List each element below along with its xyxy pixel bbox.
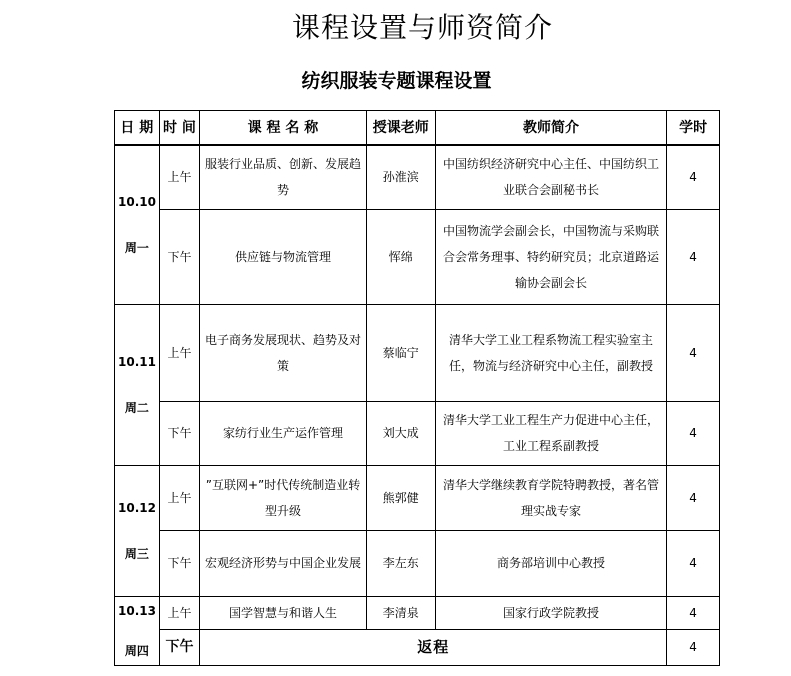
date-cell bbox=[115, 304, 160, 465]
table-row bbox=[115, 596, 720, 629]
teacher-cell: 熊郭健 bbox=[366, 465, 435, 530]
time-cell: 上午 bbox=[159, 596, 200, 629]
course-cell: 电子商务发展现状、趋势及对策 bbox=[200, 304, 366, 401]
hours-cell: 4 bbox=[667, 145, 720, 209]
intro-cell: 商务部培训中心教授 bbox=[435, 530, 666, 596]
table-row bbox=[115, 530, 720, 596]
table-row bbox=[115, 304, 720, 401]
course-cell: ”互联网+”时代传统制造业转型升级 bbox=[200, 465, 366, 530]
intro-cell: 清华大学工业工程系物流工程实验室主任，物流与经济研究中心主任，副教授 bbox=[435, 304, 666, 401]
course-cell: 服装行业品质、创新、发展趋势 bbox=[200, 145, 366, 209]
hours-cell: 4 bbox=[667, 304, 720, 401]
header-teacher: 授课老师 bbox=[366, 111, 435, 146]
date-label: 10.11 bbox=[118, 354, 156, 369]
time-cell: 上午 bbox=[159, 304, 200, 401]
header-date: 日 期 bbox=[115, 111, 160, 146]
table-row bbox=[115, 465, 720, 530]
table-row bbox=[115, 209, 720, 304]
header-intro: 教师简介 bbox=[435, 111, 666, 146]
teacher-cell: 李清泉 bbox=[366, 596, 435, 629]
weekday-label: 周四 bbox=[124, 643, 149, 658]
header-time: 时 间 bbox=[159, 111, 200, 146]
teacher-cell: 刘大成 bbox=[366, 401, 435, 465]
intro-cell: 清华大学继续教育学院特聘教授，著名管理实战专家 bbox=[435, 465, 666, 530]
time-cell: 上午 bbox=[159, 465, 200, 530]
hours-cell: 4 bbox=[667, 530, 720, 596]
course-cell: 供应链与物流管理 bbox=[200, 209, 366, 304]
time-cell: 下午 bbox=[159, 209, 200, 304]
teacher-cell: 恽绵 bbox=[366, 209, 435, 304]
date-cell bbox=[115, 145, 160, 304]
page-title: 课程设置与师资简介 bbox=[291, 11, 553, 44]
teacher-cell: 蔡临宁 bbox=[366, 304, 435, 401]
intro-cell: 清华大学工业工程生产力促进中心主任，工业工程系副教授 bbox=[435, 401, 666, 465]
date-cell bbox=[115, 465, 160, 596]
date-label: 10.13 bbox=[118, 603, 156, 618]
course-cell: 家纺行业生产运作管理 bbox=[200, 401, 366, 465]
intro-cell: 国家行政学院教授 bbox=[435, 596, 666, 629]
hours-cell: 4 bbox=[667, 596, 720, 629]
course-cell: 宏观经济形势与中国企业发展 bbox=[200, 530, 366, 596]
table-row bbox=[115, 145, 720, 209]
weekday-label: 周二 bbox=[124, 400, 149, 415]
intro-cell: 中国物流学会副会长，中国物流与采购联合会常务理事、特约研究员；北京道路运输协会副会长 bbox=[435, 209, 666, 304]
teacher-cell: 李左东 bbox=[366, 530, 435, 596]
teacher-cell: 孙淮滨 bbox=[366, 145, 435, 209]
table-row bbox=[115, 629, 720, 665]
time-cell: 下午 bbox=[159, 401, 200, 465]
weekday-label: 周三 bbox=[124, 546, 149, 561]
course-cell: 国学智慧与和谐人生 bbox=[200, 596, 366, 629]
date-cell bbox=[115, 596, 160, 665]
return-trip-cell: 返程 bbox=[200, 629, 667, 665]
hours-cell: 4 bbox=[667, 629, 720, 665]
time-cell: 下午 bbox=[159, 530, 200, 596]
header-hours: 学时 bbox=[667, 111, 720, 146]
hours-cell: 4 bbox=[667, 401, 720, 465]
table-header-row bbox=[115, 111, 720, 146]
page-subtitle: 纺织服装专题课程设置 bbox=[301, 70, 492, 92]
intro-cell: 中国纺织经济研究中心主任、中国纺织工业联合会副秘书长 bbox=[435, 145, 666, 209]
header-course: 课 程 名 称 bbox=[200, 111, 366, 146]
date-label: 10.12 bbox=[118, 500, 156, 515]
hours-cell: 4 bbox=[667, 209, 720, 304]
hours-cell: 4 bbox=[667, 465, 720, 530]
date-label: 10.10 bbox=[118, 194, 156, 209]
time-cell: 上午 bbox=[159, 145, 200, 209]
weekday-label: 周一 bbox=[124, 240, 149, 255]
time-cell: 下午 bbox=[159, 629, 200, 665]
table-row bbox=[115, 401, 720, 465]
course-schedule-table bbox=[114, 110, 720, 666]
